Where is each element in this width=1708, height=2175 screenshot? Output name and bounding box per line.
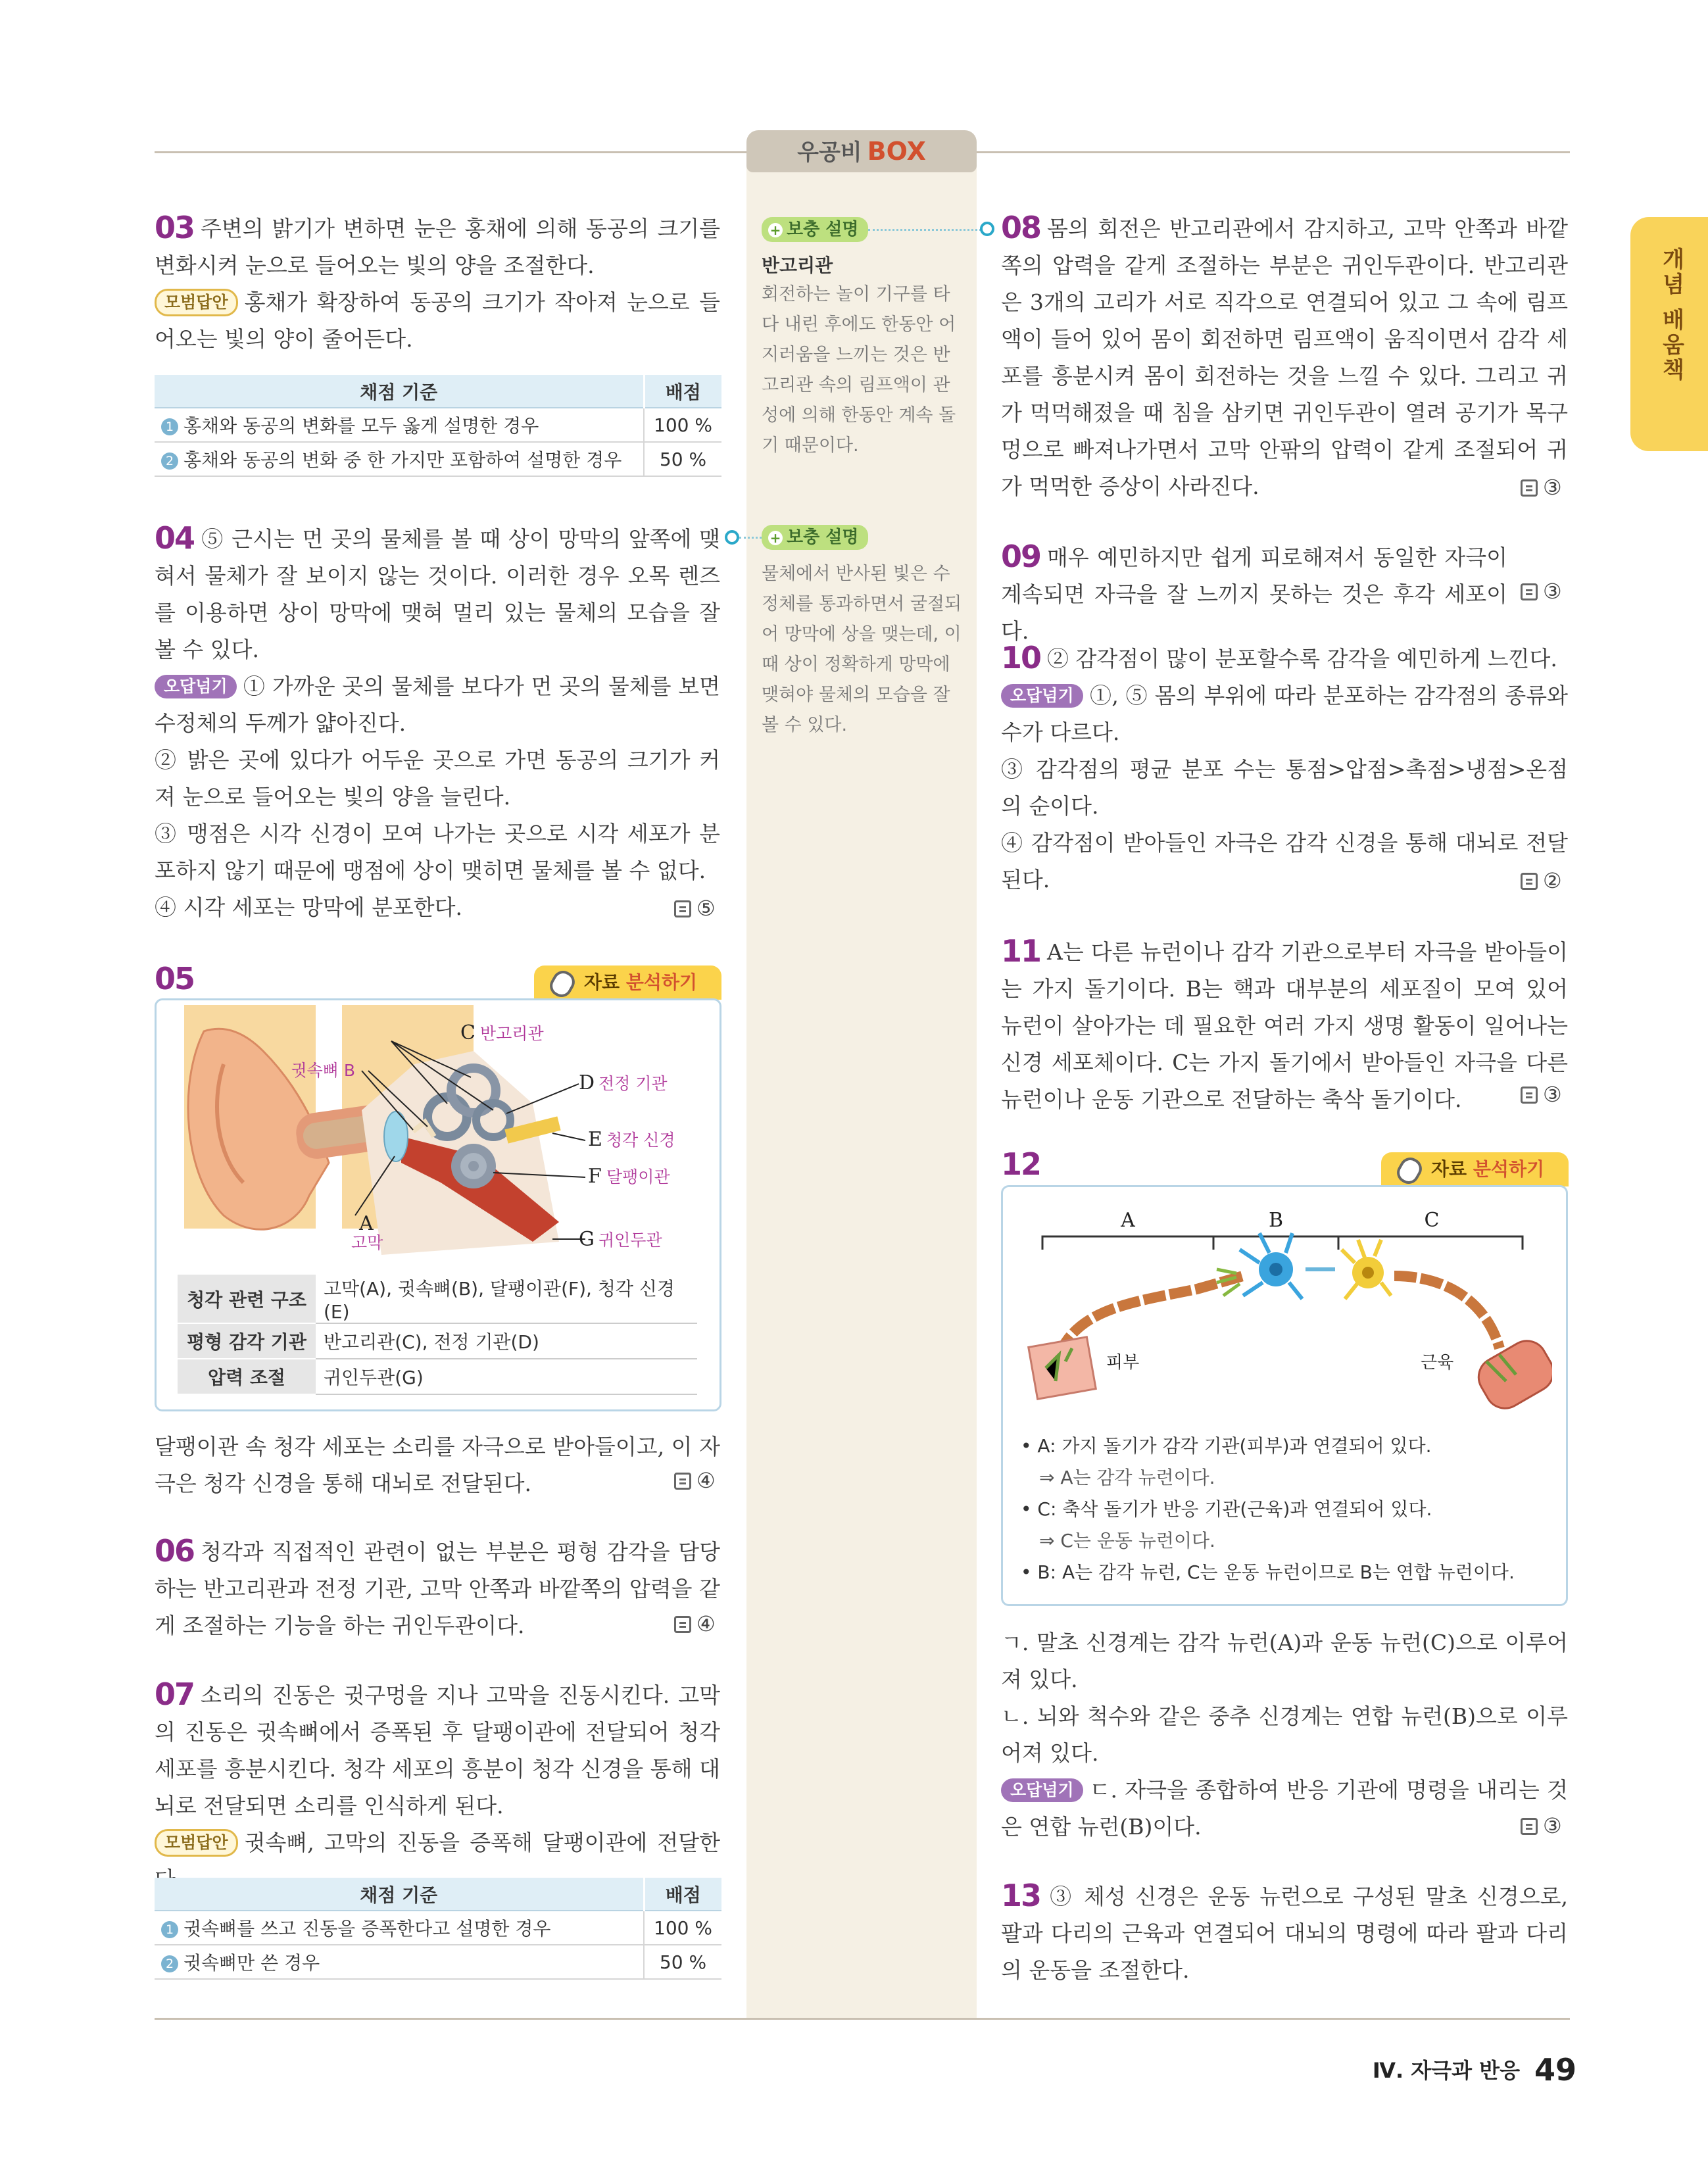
margin-note-1: 회전하는 놀이 기구를 타다 내린 후에도 한동안 어지러움을 느끼는 것은 반고리관 속의 림프액이 관성에 의해 한동안 계속 돌기 때문이다.: [762, 284, 956, 456]
supplement-tag-1: + 보충 설명: [762, 217, 868, 242]
answer-icon: [674, 1616, 691, 1633]
answer-icon: [1521, 479, 1538, 497]
chapter-side-tab[interactable]: 개념 배움책: [1630, 217, 1708, 451]
q09-explanation: 09 매우 예민하지만 쉽게 피로해져서 동일한 자극이 계속되면 자극을 잘 느끼지 못하는 것은 후각 세포이다.: [1001, 539, 1507, 644]
q11-answer: ③: [1521, 1082, 1562, 1107]
connector-dot: [980, 222, 994, 236]
svg-text:C: C: [460, 1021, 476, 1044]
answer-icon: [1521, 1818, 1538, 1835]
box-header: 우공비 BOX: [746, 130, 977, 172]
q04-explanation: 04 ⑤ 근시는 먼 곳의 물체를 볼 때 상이 망막의 앞쪽에 맺혀서 물체가 잘 보이지 않는 것이다. 이러한 경우 오목 렌즈를 이용하면 상이 망막에 맺혀 멀리 있는 물체의 모습을 잘 볼 수 있다. 오답넘기 ① 가까운 곳의 물체를 보다가 먼 곳의 물체를 보면 수정체의 두께가 얇아진다. ② 밝은 곳에 있다가 어두운 곳으로 가면 동공의 크기가 커져 눈으로 들어오는 빛의 양을 늘린다. ③ 맹점은 시각 신경이 모여 나가는 곳으로 시각 세포가 분포하지 않기 때문에 맹점에 상이 맺히면 물체를 볼 수 없다. ④ 시각 세포는 망막에 분포한다.: [155, 520, 720, 920]
q03-scoring-table: 채점 기준 배점 1 홍채와 동공의 변화를 모두 옳게 설명한 경우 100 % 2 홍채와 동공의 변화 중 한 가지만 포함하여 설명한 경우 50 %: [155, 375, 721, 477]
answer-icon: [1521, 583, 1538, 600]
svg-text:청각 신경: 청각 신경: [606, 1131, 675, 1150]
q12-answer: ③: [1521, 1813, 1562, 1838]
q06-answer: ④: [674, 1611, 716, 1636]
q13-explanation: 13 ③ 체성 신경은 운동 뉴런으로 구성된 말초 신경으로, 팔과 다리의 근육과 연결되어 대뇌의 명령에 따라 팔과 다리의 운동을 조절한다.: [1001, 1878, 1568, 1983]
wrong-answer-badge: 오답넘기: [1001, 684, 1083, 708]
wrong-answer-badge: 오답넘기: [1001, 1778, 1083, 1802]
q08-explanation: 08 몸의 회전은 반고리관에서 감지하고, 고막 안쪽과 바깥쪽의 압력을 같게 조절하는 부분은 귀인두관이다. 반고리관은 3개의 고리가 서로 직각으로 연결되어 있고 그 속에 림프액이 들어 있어 몸이 회전하면 림프액이 움직이면서 감각 세포를 흥분시켜 몸이 회전하는 것을 느낄 수 있다. 그리고 귀가 먹먹해졌을 때 침을 삼키면 귀인두관이 열려 공기가 목구멍으로 빠져나가면서 고막 안팎의 압력이 같게 조절되어 귀가 먹먹한 증상이 사라진다.: [1001, 210, 1568, 499]
q11-explanation: 11 A는 다른 뉴런이나 감각 기관으로부터 자극을 받아들이는 가지 돌기이다. B는 핵과 대부분의 세포질이 모여 있어 뉴런이 살아가는 데 필요한 여러 가지 생명 활동이 일어나는 신경 세포체이다. C는 가지 돌기에서 받아들인 자극을 다른 뉴런이나 운동 기관으로 전달하는 축삭 돌기이다.: [1001, 933, 1568, 1112]
q05-explanation: 달팽이관 속 청각 세포는 소리를 자극으로 받아들이고, 이 자극은 청각 신경을 통해 대뇌로 전달된다.: [155, 1434, 720, 1496]
svg-text:E: E: [588, 1128, 602, 1151]
svg-text:피부: 피부: [1106, 1353, 1140, 1373]
svg-text:A: A: [1121, 1209, 1135, 1232]
q07-explanation: 07 소리의 진동은 귓구멍을 지나 고막을 진동시킨다. 고막의 진동은 귓속뼈에서 증폭된 후 달팽이관에 전달되어 청각 세포를 흥분시킨다. 청각 세포의 흥분이 청각 신경을 통해 대뇌로 전달되면 소리를 인식하게 된다. 모범답안 귓속뼈, 고막의 진동을 증폭해 달팽이관에 전달한: [155, 1676, 720, 1855]
wrong-answer-badge: 오답넘기: [155, 675, 237, 698]
bottom-rule: [155, 2018, 1570, 2020]
page-footer: [1373, 2052, 1576, 2088]
svg-text:F: F: [588, 1165, 602, 1188]
q05-answer: ④: [674, 1468, 716, 1493]
supplement-tag-2: + 보충 설명: [762, 525, 868, 550]
svg-text:A: A: [359, 1212, 374, 1235]
answer-icon: [674, 900, 691, 917]
svg-text:달팽이관: 달팽이관: [606, 1167, 670, 1186]
q10-answer: ②: [1521, 868, 1562, 893]
q12-explanation: ㄱ. 말초 신경계는 감각 뉴런(A)과 운동 뉴런(C)으로 이루어져 있다. ㄴ. 뇌와 척수와 같은 중추 신경계는 연합 뉴런(B)으로 이루어져 있다. 오답넘기 ㄷ. 자극을 종합하여 반응 기관에 명령을 내리는 것은 연합 뉴런(B)이다.: [1001, 1630, 1568, 1840]
answer-icon: [674, 1473, 691, 1490]
svg-text:반고리관: 반고리관: [480, 1024, 544, 1043]
model-answer-badge: 모범답안: [155, 289, 238, 316]
q06-explanation: 06 청각과 직접적인 관련이 없는 부분은 평형 감각을 담당하는 반고리관과 전정 기관, 고막 안쪽과 바깥쪽의 압력을 같게 조절하는 기능을 하는 귀인두관이다.: [155, 1533, 720, 1638]
analysis-tab-q12: 자료 분석하기: [1381, 1152, 1569, 1186]
q05-number: 05: [155, 961, 195, 996]
connector-dot: [725, 530, 739, 545]
svg-text:전정 기관: 전정 기관: [598, 1074, 668, 1093]
svg-text:귓속뼈 B: 귓속뼈 B: [291, 1061, 355, 1080]
svg-text:C: C: [1424, 1209, 1440, 1232]
paperclip-icon: [1393, 1154, 1425, 1188]
margin-note-title: 반고리관: [762, 255, 833, 276]
margin-note-2: 물체에서 반사된 빛은 수정체를 통과하면서 굴절되어 망막에 상을 맺는데, 이때 상이 정확하게 망막에 맺혀야 물체의 모습을 잘 볼 수 있다.: [762, 564, 962, 735]
ear-function-table: 청각 관련 구조 고막(A), 귓속뼈(B), 달팽이관(F), 청각 신경(E) 평형 감각 기관 반고리관(C), 전정 기관(D) 압력 조절 귀인두관(G): [178, 1275, 697, 1395]
svg-text:G: G: [579, 1228, 595, 1251]
q12-number: 12: [1001, 1146, 1041, 1182]
unit-title: Ⅳ. 자극과 반응: [1372, 2058, 1520, 2083]
neuron-diagram: [1026, 1204, 1552, 1421]
q07-scoring-table: 채점 기준 배점 1 귓속뼈를 쓰고 진동을 증폭한다고 설명한 경우 100 % 2 귓속뼈만 쓴 경우 50 %: [155, 1878, 721, 1980]
svg-text:D: D: [579, 1071, 595, 1094]
model-answer-badge: 모범답안: [155, 1829, 238, 1857]
page-number: 49: [1534, 2052, 1576, 2088]
q04-answer: ⑤: [674, 896, 716, 921]
svg-text:근육: 근육: [1421, 1353, 1454, 1373]
svg-text:고막: 고막: [351, 1233, 383, 1252]
q03-explanation: 03 주변의 밝기가 변하면 눈은 홍채에 의해 동공의 크기를 변화시켜 눈으로 들어오는 빛의 양을 조절한다. 모범답안 홍채가 확장하여 동공의 크기가 작아져 눈으로 들어오는 빛의 양이 줄어든다.: [155, 210, 720, 352]
svg-text:귀인두관: 귀인두관: [598, 1231, 662, 1250]
svg-text:B: B: [1268, 1209, 1284, 1232]
q08-answer: ③: [1521, 475, 1562, 500]
answer-icon: [1521, 873, 1538, 890]
paperclip-icon: [546, 967, 578, 1001]
q12-analysis-points: • A: 가지 돌기가 감각 기관(피부)과 연결되어 있다. ⇒ A는 감각 뉴런이다. • C: 축삭 돌기가 반응 기관(근육)과 연결되어 있다. ⇒ C는 운동 뉴런이다. • B: A는 감각 뉴런, C는 운동 뉴런이므로 B는 연합 뉴런이다.: [1021, 1435, 1515, 1583]
q10-explanation: 10 ② 감각점이 많이 분포할수록 감각을 예민하게 느낀다. 오답넘기 ①, ⑤ 몸의 부위에 따라 분포하는 감각점의 종류와 수가 다르다. ③ 감각점의 평균 분포 수는 통점>압점>촉점>냉점>온점의 순이다. ④ 감각점이 받아들인 자극은 감각 신경을 통해 대뇌로 전달된다.: [1001, 640, 1568, 892]
answer-icon: [1521, 1087, 1538, 1104]
ear-diagram: [164, 1005, 710, 1268]
q09-answer: ③: [1521, 579, 1562, 604]
analysis-tab-q05: 자료 분석하기: [534, 965, 721, 1000]
